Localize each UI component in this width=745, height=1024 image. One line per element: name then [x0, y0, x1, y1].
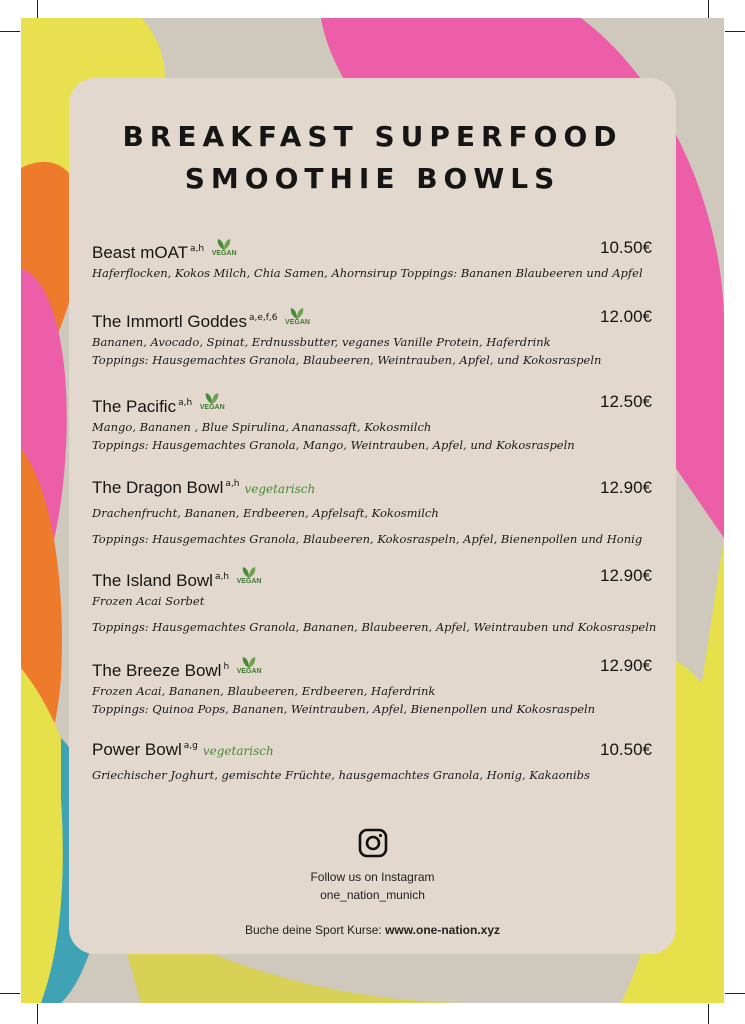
vegan-badge [233, 566, 265, 588]
crop-mark [708, 1004, 709, 1024]
item-price: 12.90€ [600, 656, 652, 675]
leaf-icon [288, 307, 306, 319]
allergen-codes: a,h [190, 244, 205, 254]
menu-item-head [92, 307, 652, 333]
allergen-codes: a,h [214, 572, 230, 582]
instagram-follow-text: Follow us on Instagram [310, 870, 435, 884]
menu-item [92, 478, 652, 548]
vegan-label: VEGAN [236, 668, 262, 675]
vegan-badge [196, 392, 228, 414]
menu-item-head [92, 566, 652, 592]
menu-item [92, 656, 652, 718]
courses-prefix: Buche deine Sport Kurse: [245, 923, 386, 937]
item-price: 12.90€ [600, 566, 652, 585]
crop-mark [725, 993, 745, 994]
item-name: Beast mOAT [92, 243, 189, 262]
menu-item-head [92, 478, 652, 504]
vegetarian-label: vegetarisch [244, 482, 316, 496]
item-description: Toppings: Hausgemachtes Granola, Bananen, Blaubeeren, Apfel, Weintrauben und Kokosraspeln [92, 620, 657, 634]
crop-mark [0, 31, 20, 32]
leaf-icon [203, 392, 221, 404]
item-description: Toppings: Hausgemachtes Granola, Mango, Weintrauben, Apfel, und Kokosraspeln [92, 438, 575, 452]
item-name: The Immortl Goddes [92, 312, 247, 331]
courses-line [69, 923, 676, 937]
item-name: The Island Bowl [92, 571, 213, 590]
menu-item-head [92, 392, 652, 418]
menu-title-line2: SMOOTHIE BOWLS [184, 162, 561, 195]
item-name: The Dragon Bowl [92, 478, 224, 497]
item-name: The Pacific [92, 397, 177, 416]
website-link[interactable]: www.one-nation.xyz [385, 923, 500, 937]
menu-item [92, 307, 652, 369]
instagram-handle[interactable]: one_nation_munich [320, 888, 425, 902]
menu-item-head [92, 740, 652, 766]
vegan-badge [233, 656, 265, 678]
allergen-codes: a,g [183, 741, 198, 751]
menu-item [92, 238, 652, 282]
instagram-icon[interactable] [358, 828, 388, 858]
item-description: Drachenfrucht, Bananen, Erdbeeren, Apfelsaft, Kokosmilch [92, 506, 439, 520]
crop-mark [0, 993, 20, 994]
item-price: 12.50€ [600, 392, 652, 411]
crop-mark [725, 31, 745, 32]
vegan-label: VEGAN [285, 319, 310, 326]
item-description: Toppings: Quinoa Pops, Bananen, Weintrauben, Apfel, Bienenpollen und Kokosraspeln [92, 702, 596, 716]
item-name: Power Bowl [92, 740, 182, 759]
allergen-codes: h [223, 662, 230, 672]
vegan-badge [208, 238, 240, 260]
crop-mark [37, 0, 38, 18]
item-price: 10.50€ [600, 238, 652, 257]
item-price: 10.50€ [600, 740, 652, 759]
vegan-badge [281, 307, 313, 329]
item-description: Toppings: Hausgemachtes Granola, Blaubeeren, Kokosraspeln, Apfel, Bienenpollen und Honig [92, 532, 643, 546]
item-description: Haferflocken, Kokos Milch, Chia Samen, Ahornsirup Toppings: Bananen Blaubeeren und Apfel [92, 266, 643, 280]
item-description: Frozen Acai, Bananen, Blaubeeren, Erdbeeren, Haferdrink [92, 684, 436, 698]
allergen-codes: a,e,f,6 [248, 313, 278, 323]
leaf-icon [240, 566, 258, 578]
menu-card [69, 78, 676, 954]
menu-title-line1: BREAKFAST SUPERFOOD [122, 120, 623, 153]
item-price: 12.00€ [600, 307, 652, 326]
crop-mark [708, 0, 709, 18]
item-description: Frozen Acai Sorbet [92, 594, 205, 608]
menu-item-head [92, 656, 652, 682]
item-description: Mango, Bananen , Blue Spirulina, Ananassaft, Kokosmilch [92, 420, 432, 434]
leaf-icon [215, 238, 233, 250]
vegan-label: VEGAN [236, 578, 262, 585]
allergen-codes: a,h [225, 479, 240, 489]
leaf-icon [240, 656, 258, 668]
allergen-codes: a,h [178, 398, 193, 408]
item-price: 12.90€ [600, 478, 652, 497]
crop-mark [37, 1004, 38, 1024]
vegan-label: VEGAN [199, 404, 225, 411]
menu-item [92, 392, 652, 454]
item-description: Griechischer Joghurt, gemischte Früchte, hausgemachtes Granola, Honig, Kakaonibs [92, 768, 590, 782]
menu-sheet [21, 18, 724, 1003]
item-name: The Breeze Bowl [92, 661, 222, 680]
item-description: Bananen, Avocado, Spinat, Erdnussbutter, veganes Vanille Protein, Haferdrink [92, 335, 551, 349]
item-description: Toppings: Hausgemachtes Granola, Blaubeeren, Weintrauben, Apfel, und Kokosraspeln [92, 353, 602, 367]
menu-item [92, 740, 652, 784]
menu-item [92, 566, 657, 636]
vegan-label: VEGAN [211, 250, 237, 257]
menu-item-head [92, 238, 652, 264]
vegetarian-label: vegetarisch [202, 744, 274, 758]
